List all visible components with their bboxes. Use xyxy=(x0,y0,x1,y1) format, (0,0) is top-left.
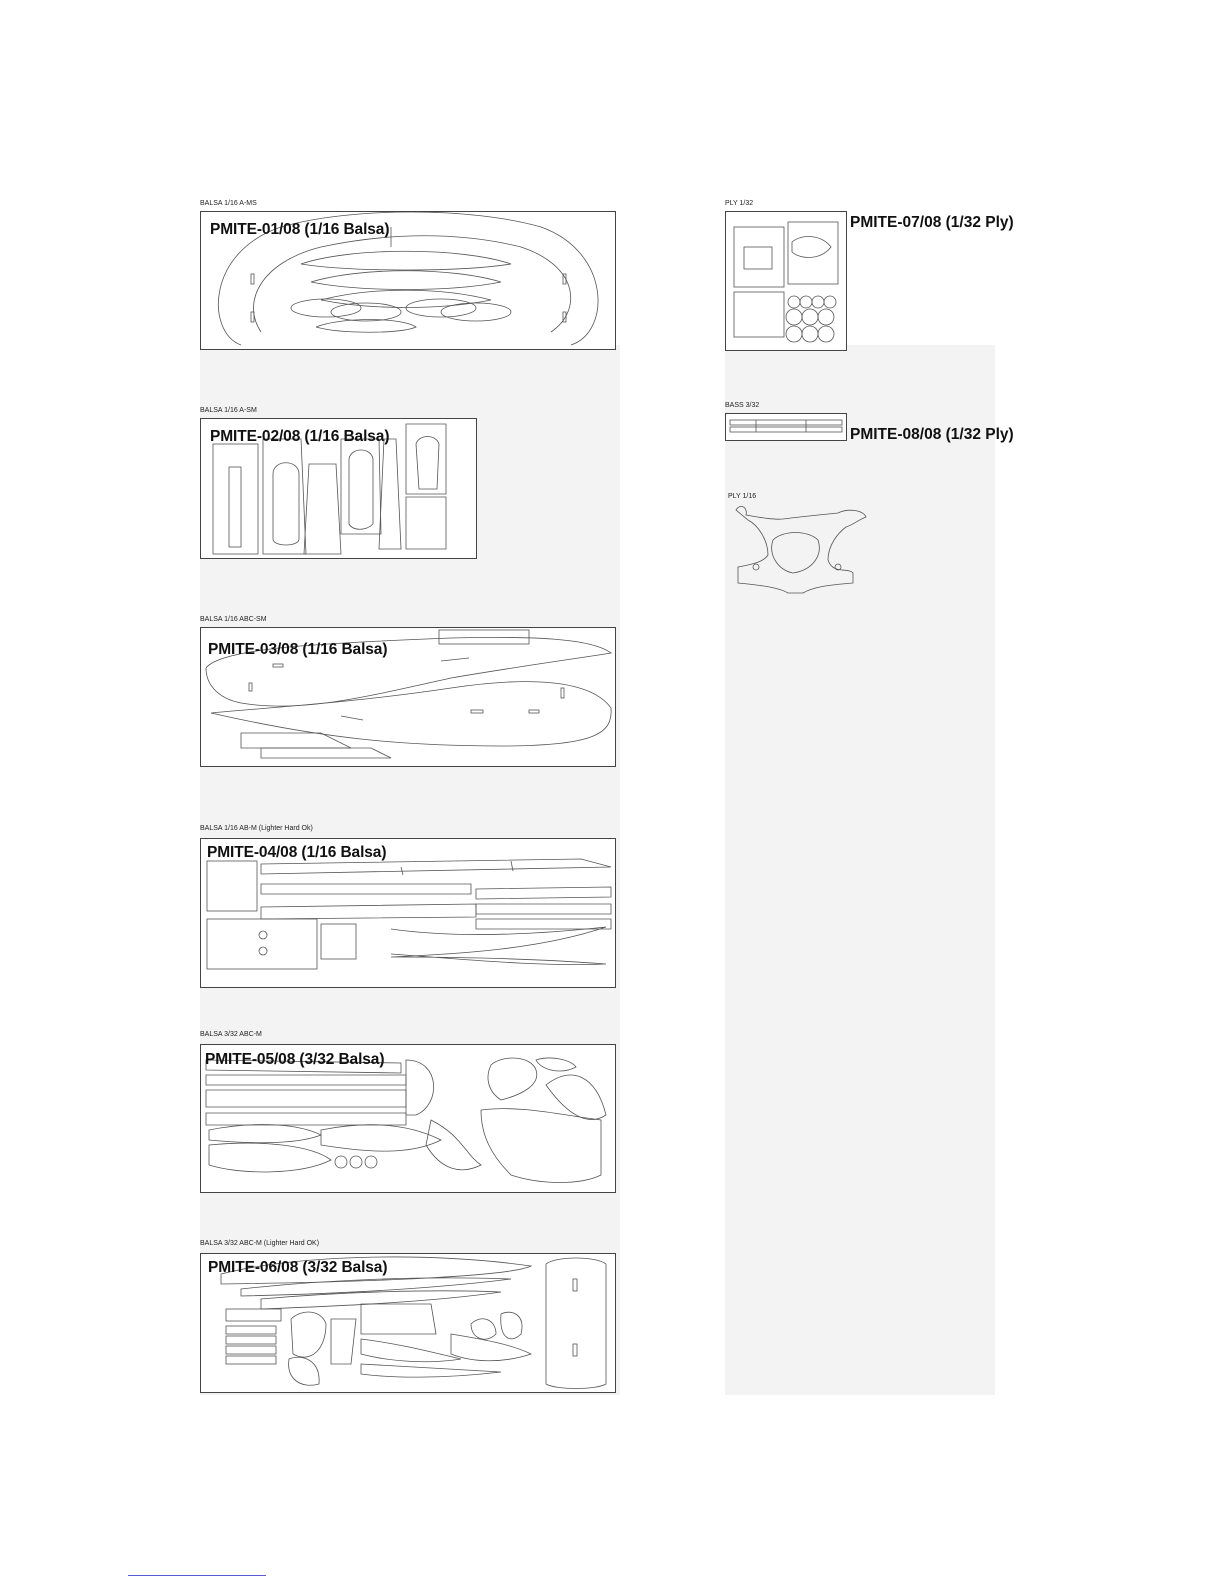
sheet-caption: BALSA 1/16 ABC-SM xyxy=(200,616,267,623)
sheet-caption: BALSA 3/32 ABC-M xyxy=(200,1031,262,1038)
sheet-pmite-03 xyxy=(200,616,620,771)
sheet-pmite-02 xyxy=(200,407,480,562)
sheet-pmite-06 xyxy=(200,1240,620,1395)
sheet-title: PMITE-03/08 (1/16 Balsa) xyxy=(208,641,388,658)
parts-diagram xyxy=(728,505,870,597)
sheet-pmite-07 xyxy=(725,200,850,352)
parts-diagram xyxy=(200,418,477,559)
sheet-caption: PLY 1/16 xyxy=(728,493,757,500)
sheet-ply-1-16 xyxy=(728,493,873,598)
sheet-title: PMITE-01/08 (1/16 Balsa) xyxy=(210,221,390,238)
sheet-pmite-08 xyxy=(725,402,850,444)
parts-diagram xyxy=(200,627,616,767)
parts-diagram xyxy=(200,1044,616,1193)
sheet-caption: BALSA 3/32 ABC-M (Lighter Hard OK) xyxy=(200,1240,320,1247)
parts-diagram xyxy=(725,211,847,351)
sheet-caption: PLY 1/32 xyxy=(725,200,754,207)
sheet-caption: BALSA 1/16 AB-M (Lighter Hard Ok) xyxy=(200,825,313,832)
parts-diagram xyxy=(725,413,847,441)
sheet-caption: BALSA 1/16 A-SM xyxy=(200,407,257,414)
footer-link-underline xyxy=(128,1575,266,1576)
parts-diagram xyxy=(200,211,616,350)
sheet-title: PMITE-07/08 (1/32 Ply) xyxy=(850,214,1014,231)
parts-diagram xyxy=(200,1253,616,1393)
sheet-title: PMITE-05/08 (3/32 Balsa) xyxy=(205,1051,385,1068)
sheet-pmite-05 xyxy=(200,1031,620,1196)
sheet-pmite-01 xyxy=(200,200,620,350)
parts-diagram xyxy=(200,838,616,988)
sheet-title: PMITE-02/08 (1/16 Balsa) xyxy=(210,428,390,445)
sheet-caption: BASS 3/32 xyxy=(725,402,760,409)
sheet-title: PMITE-08/08 (1/32 Ply) xyxy=(850,426,1014,443)
sheet-caption: BALSA 1/16 A-MS xyxy=(200,200,257,207)
sheet-title: PMITE-06/08 (3/32 Balsa) xyxy=(208,1259,388,1276)
sheet-pmite-04 xyxy=(200,825,620,990)
sheet-title: PMITE-04/08 (1/16 Balsa) xyxy=(207,844,387,861)
